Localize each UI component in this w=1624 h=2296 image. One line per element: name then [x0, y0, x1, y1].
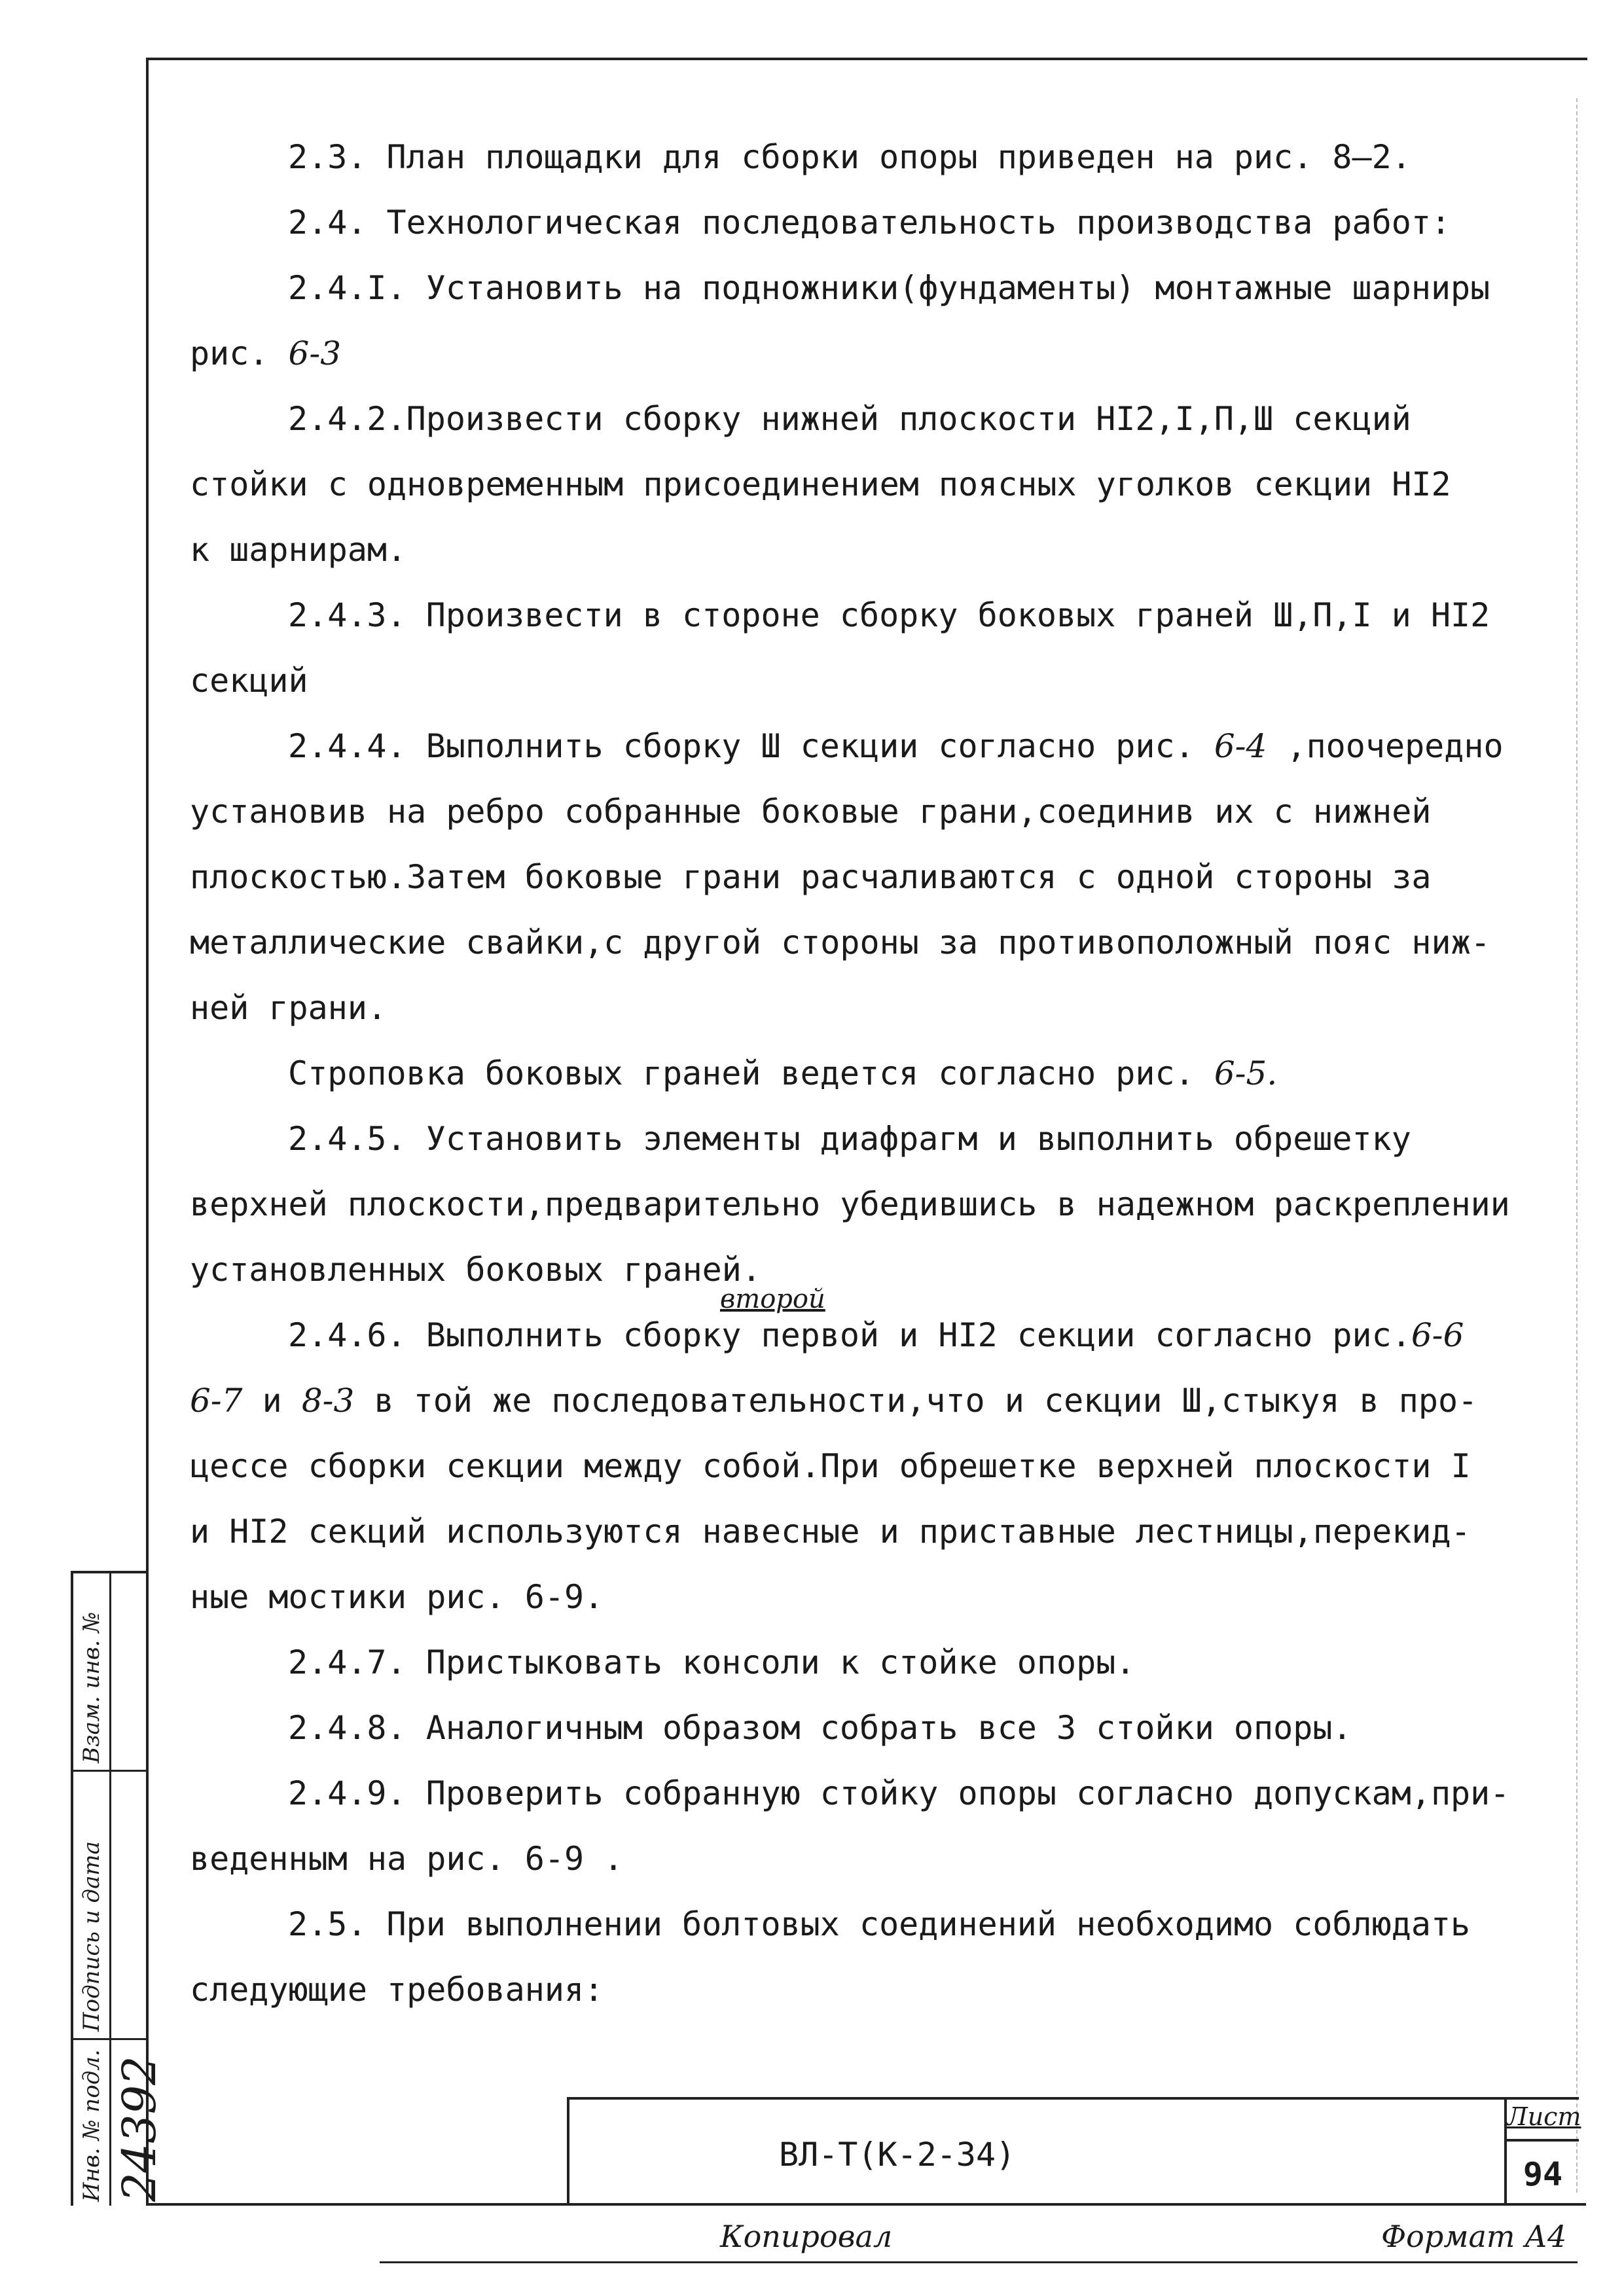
paragraph-2-4-9: 2.4.9. Проверить собранную стойку опоры согласно допускам,при- [288, 1774, 1510, 1812]
text-line: и HI2 секций используются навесные и приставные лестницы,перекид- [190, 1513, 1471, 1551]
inv-number: 24392 [113, 2056, 166, 2202]
paragraph-2-4-4 [190, 713, 1551, 779]
sheet-divider [1507, 2139, 1579, 2142]
document-body [190, 124, 1551, 2022]
text-span: Строповка боковых граней ведется согласно рис. [288, 1054, 1214, 1092]
paragraph-2-5: 2.5. При выполнении болтовых соединений необходимо соблюдать [288, 1905, 1471, 1943]
text-line: веденным на рис. 6-9 . [190, 1840, 624, 1878]
paragraph-2-4-3: 2.4.3. Произвести в стороне сборку боковых граней Ш,П,I и HI2 [288, 596, 1490, 634]
text-line [190, 321, 1551, 386]
figure-ref: 8-3 [301, 1382, 355, 1420]
inv-original-label: Инв. № подл. [79, 2049, 105, 2202]
title-block [567, 2097, 1579, 2206]
figure-ref: 6-3 [288, 334, 342, 372]
signature-date-label: Подпись и дата [79, 1841, 105, 2032]
paragraph-2-4-2: 2.4.2.Произвести сборку нижней плоскости HI2,I,П,Ш секций [288, 400, 1411, 438]
frame-right-edge [1576, 98, 1578, 2193]
text-line: ней грани. [190, 989, 388, 1027]
text-span: ,поочередно [1267, 727, 1504, 765]
text-line: установив на ребро собранные боковые грани,соединив их с нижней [190, 793, 1432, 831]
text-span: и [242, 1382, 302, 1420]
text-line: следующие требования: [190, 1971, 604, 2009]
side-divider [73, 2038, 149, 2040]
copied-by-label: Копировал [720, 2219, 893, 2254]
footer-line [380, 2261, 1578, 2263]
text-span: 2.4.4. Выполнить сборку Ш секции согласно рис. [288, 727, 1214, 765]
side-stamp-column [71, 1571, 166, 2206]
text-span: 2.4.6. Выполнить сборку первой и HI2 секции согласно рис. [288, 1316, 1411, 1354]
format-label: Формат А4 [1381, 2219, 1567, 2254]
text-line: верхней плоскости,предварительно убедившись в надежном раскреплении [190, 1185, 1510, 1223]
side-divider [73, 1770, 149, 1772]
figure-ref: 6-4 [1214, 727, 1267, 765]
paragraph-2-4-8: 2.4.8. Аналогичным образом собрать все 3 стойки опоры. [288, 1709, 1352, 1747]
text-line: стойки с одновременным присоединением поясных уголков секции HI2 [190, 465, 1451, 503]
handwritten-correction: второй [720, 1284, 825, 1314]
text-line: металлические свайки,с другой стороны за противоположный пояс ниж- [190, 924, 1490, 961]
figure-ref: 6-7 [190, 1382, 243, 1420]
side-divider-vertical [109, 1573, 111, 2206]
figure-ref: 6-5. [1214, 1054, 1278, 1092]
document-code: ВЛ-Т(К-2-34) [779, 2136, 1016, 2174]
text-span: рис. [190, 334, 289, 372]
paragraph-stropovka [190, 1041, 1551, 1106]
text-line: к шарнирам. [190, 531, 407, 569]
paragraph-2-3: 2.3. План площадки для сборки опоры приведен на рис. 8–2. [288, 138, 1411, 176]
text-line: плоскостью.Затем боковые грани расчаливаются с одной стороны за [190, 858, 1432, 896]
text-line: установленных боковых граней. [190, 1251, 761, 1289]
text-line [190, 1368, 1551, 1433]
paragraph-2-4: 2.4. Технологическая последовательность производства работ: [288, 204, 1451, 242]
paragraph-2-4-1: 2.4.I. Установить на подножники(фундаменты) монтажные шарниры [288, 269, 1490, 307]
text-line: цессе сборки секции между собой.При обрешетке верхней плоскости I [190, 1447, 1471, 1485]
figure-ref: 6-6 [1411, 1316, 1464, 1354]
sheet-label: Лист [1507, 2102, 1581, 2131]
paragraph-2-4-5: 2.4.5. Установить элементы диафрагм и выполнить обрешетку [288, 1120, 1411, 1158]
text-line: ные мостики рис. 6-9. [190, 1578, 604, 1616]
paragraph-2-4-6 [190, 1302, 1551, 1368]
text-span: в той же последовательности,что и секции Ш,стыкуя в про- [354, 1382, 1478, 1420]
frame-top-border [147, 58, 1587, 60]
paragraph-2-4-7: 2.4.7. Пристыковать консоли к стойке опоры. [288, 1643, 1136, 1681]
text-line: секций [190, 662, 308, 700]
sheet-number: 94 [1523, 2155, 1563, 2193]
sheet-cell [1504, 2100, 1579, 2206]
vzam-inv-label: Взам. инв. № [79, 1611, 105, 1763]
